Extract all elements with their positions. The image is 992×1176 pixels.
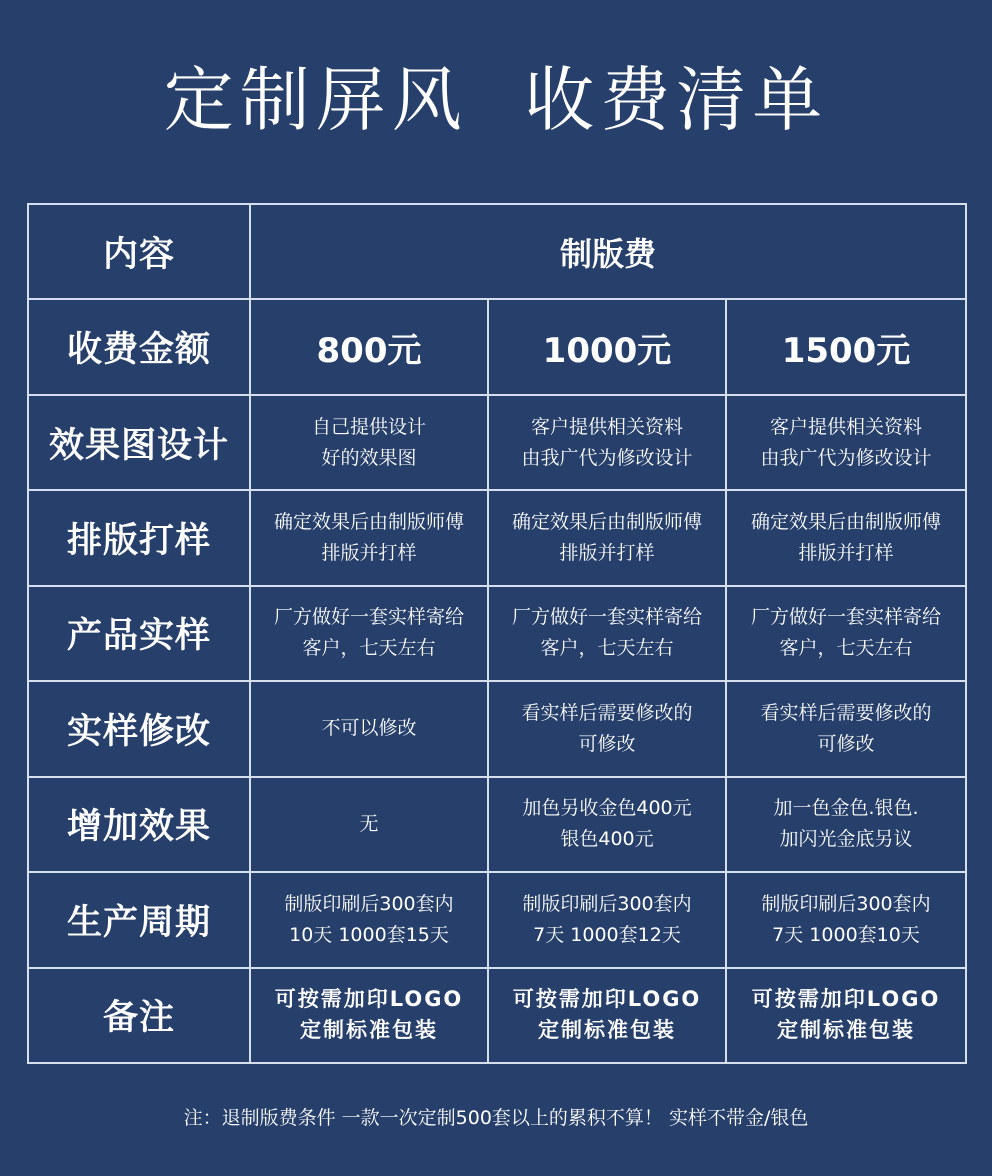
table-row: [28, 968, 966, 1064]
header-group-cell: 制版费: [250, 204, 966, 299]
cell-text-line: 由我广代为修改设计: [760, 446, 932, 469]
row-label: 收费金额: [28, 299, 250, 394]
page-title: 定制屏风 收费清单: [163, 59, 829, 141]
cell-text-line: 可按需加印LOGO: [512, 987, 702, 1012]
table-cell: [726, 490, 966, 585]
cell-text-line: 客户，七天左右: [779, 637, 913, 660]
price-cell: [250, 299, 488, 394]
row-label: 生产周期: [28, 872, 250, 967]
table-body: [28, 299, 966, 1063]
table-cell: [250, 490, 488, 585]
table-cell: [726, 395, 966, 490]
table-cell: [488, 490, 726, 585]
cell-text-line: 排版并打样: [798, 542, 894, 565]
cell-text-line: 加一色金色.银色.: [773, 797, 919, 820]
table-cell: [488, 586, 726, 681]
row-label: 产品实样: [28, 586, 250, 681]
cell-text-line: 1500元: [781, 330, 911, 371]
cell-text-line: 定制标准包装: [300, 1018, 438, 1043]
cell-text-line: 排版并打样: [321, 542, 417, 565]
table-row: [28, 777, 966, 872]
cell-text-line: 可按需加印LOGO: [274, 987, 464, 1012]
cell-text-line: 厂方做好一套实样寄给: [751, 606, 942, 629]
cell-text-line: 客户，七天左右: [540, 637, 674, 660]
table-cell: [250, 395, 488, 490]
cell-text-line: 10天 1000套15天: [289, 923, 449, 946]
cell-text-line: 7天 1000套12天: [533, 923, 681, 946]
cell-text-line: 7天 1000套10天: [772, 923, 920, 946]
cell-text-line: 客户提供相关资料: [770, 415, 923, 438]
table-cell: [726, 681, 966, 776]
cell-text-line: 可按需加印LOGO: [751, 987, 941, 1012]
cell-text-line: 确定效果后由制版师傅: [751, 511, 942, 534]
row-label: 排版打样: [28, 490, 250, 585]
cell-text-line: 加闪光金底另议: [779, 828, 913, 851]
table-cell: [250, 586, 488, 681]
table-cell: [250, 681, 488, 776]
table-cell: [488, 968, 726, 1064]
cell-text-line: 银色400元: [560, 828, 654, 851]
table-row: [28, 586, 966, 681]
footer-note: 注：退制版费条件 一款一次定制500套以上的累积不算！ 实样不带金/银色: [183, 1107, 809, 1129]
cell-text-line: 确定效果后由制版师傅: [273, 511, 464, 534]
table-row: [28, 395, 966, 490]
table-cell: [488, 395, 726, 490]
table-row: [28, 872, 966, 967]
table-cell: [726, 968, 966, 1064]
table-row: [28, 681, 966, 776]
price-table: [27, 203, 967, 1064]
cell-text-line: 确定效果后由制版师傅: [511, 511, 702, 534]
table-cell: [726, 777, 966, 872]
row-label: 实样修改: [28, 681, 250, 776]
price-cell: [488, 299, 726, 394]
cell-text-line: 厂方做好一套实样寄给: [511, 606, 702, 629]
table-cell: [726, 872, 966, 967]
cell-text-line: 客户提供相关资料: [530, 415, 683, 438]
cell-text-line: 1000元: [542, 330, 672, 371]
cell-text-line: 不可以修改: [321, 717, 417, 740]
cell-text-line: 加色另收金色400元: [522, 797, 692, 820]
cell-text-line: 好的效果图: [321, 446, 417, 469]
table-cell: [488, 777, 726, 872]
table-cell: [726, 586, 966, 681]
cell-text-line: 制版印刷后300套内: [284, 892, 454, 915]
cell-text-line: 看实样后需要修改的: [521, 701, 693, 724]
cell-text-line: 排版并打样: [559, 542, 655, 565]
cell-text-line: 自己提供设计: [311, 415, 426, 438]
cell-text-line: 可修改: [817, 732, 875, 755]
cell-text-line: 定制标准包装: [777, 1018, 916, 1043]
table-cell: [250, 872, 488, 967]
table-cell: [250, 968, 488, 1064]
cell-text-line: 定制标准包装: [538, 1018, 676, 1043]
cell-text-line: 无: [359, 812, 379, 835]
price-cell: [726, 299, 966, 394]
cell-text-line: 由我广代为修改设计: [521, 446, 693, 469]
cell-text-line: 客户，七天左右: [302, 637, 436, 660]
table-cell: [488, 681, 726, 776]
cell-text-line: 厂方做好一套实样寄给: [273, 606, 464, 629]
table-row: [28, 490, 966, 585]
header-label-cell: 内容: [28, 204, 250, 299]
cell-text-line: 制版印刷后300套内: [522, 892, 692, 915]
table-cell: [488, 872, 726, 967]
row-label: 备注: [28, 968, 250, 1064]
cell-text-line: 800元: [316, 330, 422, 371]
table-header-row: [28, 204, 966, 299]
cell-text-line: 看实样后需要修改的: [760, 701, 932, 724]
cell-text-line: 可修改: [578, 732, 636, 755]
table-cell: [250, 777, 488, 872]
cell-text-line: 制版印刷后300套内: [761, 892, 931, 915]
row-label: 增加效果: [28, 777, 250, 872]
table-row: [28, 299, 966, 394]
row-label: 效果图设计: [28, 395, 250, 490]
